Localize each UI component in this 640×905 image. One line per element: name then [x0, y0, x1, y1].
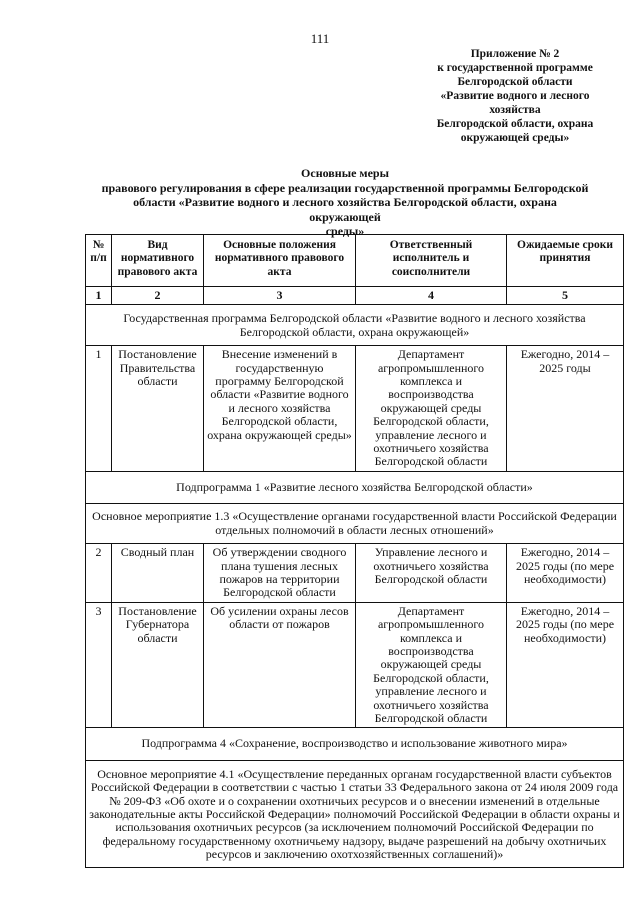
appendix-line: к государственной программе — [437, 62, 593, 74]
appendix-line: Приложение № 2 — [470, 48, 560, 60]
act-term: Ежегодно, 2014 – 2025 годы (по мере необходимости) — [507, 602, 624, 728]
header-cell: № п/п — [86, 235, 112, 287]
appendix-line: «Развитие водного и лесного — [440, 90, 590, 102]
act-content: Об утверждении сводного плана тушения лесных пожаров на территории Белгородской области — [204, 544, 356, 603]
appendix-block — [410, 47, 620, 145]
subprogram-title: Подпрограмма 1 «Развитие лесного хозяйства Белгородской области» — [86, 471, 624, 503]
act-content: Внесение изменений в государственную программу Белгородской области «Развитие водного и лесного хозяйства Белгородской области, охрана окружающей среды» — [204, 346, 356, 472]
section-row — [86, 471, 624, 503]
act-executor: Департамент агропромышленного комплекса и воспроизводства окружающей среды Белгородской области, управление лесного и охотничьего хозяйства Белгородской области — [356, 602, 507, 728]
measure-title: Основное мероприятие 1.3 «Осуществление органами государственной власти Российской Федерации отдельных полномочий в области лесных отношений» — [86, 504, 624, 544]
act-executor: Управление лесного и охотничьего хозяйства Белгородской области — [356, 544, 507, 603]
section-row — [86, 504, 624, 544]
appendix-line: Белгородской области, охрана — [436, 118, 594, 130]
appendix-line: окружающей среды» — [460, 132, 570, 144]
document-heading — [100, 166, 590, 239]
section-row — [86, 728, 624, 760]
act-term: Ежегодно, 2014 – 2025 годы — [507, 346, 624, 472]
table-row — [86, 602, 624, 728]
header-cell: Ответственный исполнитель и соисполнители — [356, 235, 507, 287]
column-number: 2 — [112, 287, 204, 305]
act-type: Сводный план — [112, 544, 204, 603]
heading-line: области «Развитие водного и лесного хозяйства Белгородской области, охрана окружающей — [133, 195, 557, 224]
act-type: Постановление Правительства области — [112, 346, 204, 472]
subprogram-title: Подпрограмма 4 «Сохранение, воспроизводство и использование животного мира» — [86, 728, 624, 760]
act-type: Постановление Губернатора области — [112, 602, 204, 728]
table-header-row — [86, 235, 624, 287]
row-number: 1 — [86, 346, 112, 472]
table-row — [86, 346, 624, 472]
act-term: Ежегодно, 2014 – 2025 годы (по мере необходимости) — [507, 544, 624, 603]
column-number-row — [86, 287, 624, 305]
heading-line: среды» — [325, 224, 365, 238]
measures-table — [85, 234, 624, 868]
column-number: 1 — [86, 287, 112, 305]
column-number: 3 — [204, 287, 356, 305]
appendix-line: хозяйства — [489, 104, 541, 116]
column-number: 4 — [356, 287, 507, 305]
row-number: 3 — [86, 602, 112, 728]
page-number: 111 — [310, 31, 330, 46]
column-number: 5 — [507, 287, 624, 305]
row-number: 2 — [86, 544, 112, 603]
section-row — [86, 760, 624, 867]
appendix-line: Белгородской области — [457, 76, 573, 88]
header-cell: Вид нормативного правового акта — [112, 235, 204, 287]
act-executor: Департамент агропромышленного комплекса и воспроизводства окружающей среды Белгородской области, управление лесного и охотничьего хозяйства Белгородской области — [356, 346, 507, 472]
section-row — [86, 305, 624, 346]
program-title: Государственная программа Белгородской области «Развитие водного и лесного хозяйства Белгородской области, охрана окружающей» — [86, 305, 624, 346]
header-cell: Основные положения нормативного правового акта — [204, 235, 356, 287]
table-row — [86, 544, 624, 603]
header-cell: Ожидаемые сроки принятия — [507, 235, 624, 287]
heading-line: правового регулирования в сфере реализации государственной программы Белгородской — [101, 180, 589, 195]
heading-line: Основные меры — [301, 166, 389, 180]
measure-title: Основное мероприятие 4.1 «Осуществление переданных органам государственной власти субъектов Российской Федерации в соответствии с частью 1 статьи 33 Федерального закона от 24 июля 2009 года № 209-ФЗ «Об охоте и о сохранении охотничьих ресурсов и о внесении изменений в отдельные законодательные акты Российской Федерации» полномочий Российской Федерации в области охраны и использования охотничьих ресурсов (за исключением полномочий Российской Федерации по федеральному государственному охотничьему надзору, выдаче разрешений на добычу охотничьих ресурсов и заключению охотхозяйственных соглашений)» — [86, 760, 624, 867]
act-content: Об усилении охраны лесов области от пожаров — [204, 602, 356, 728]
